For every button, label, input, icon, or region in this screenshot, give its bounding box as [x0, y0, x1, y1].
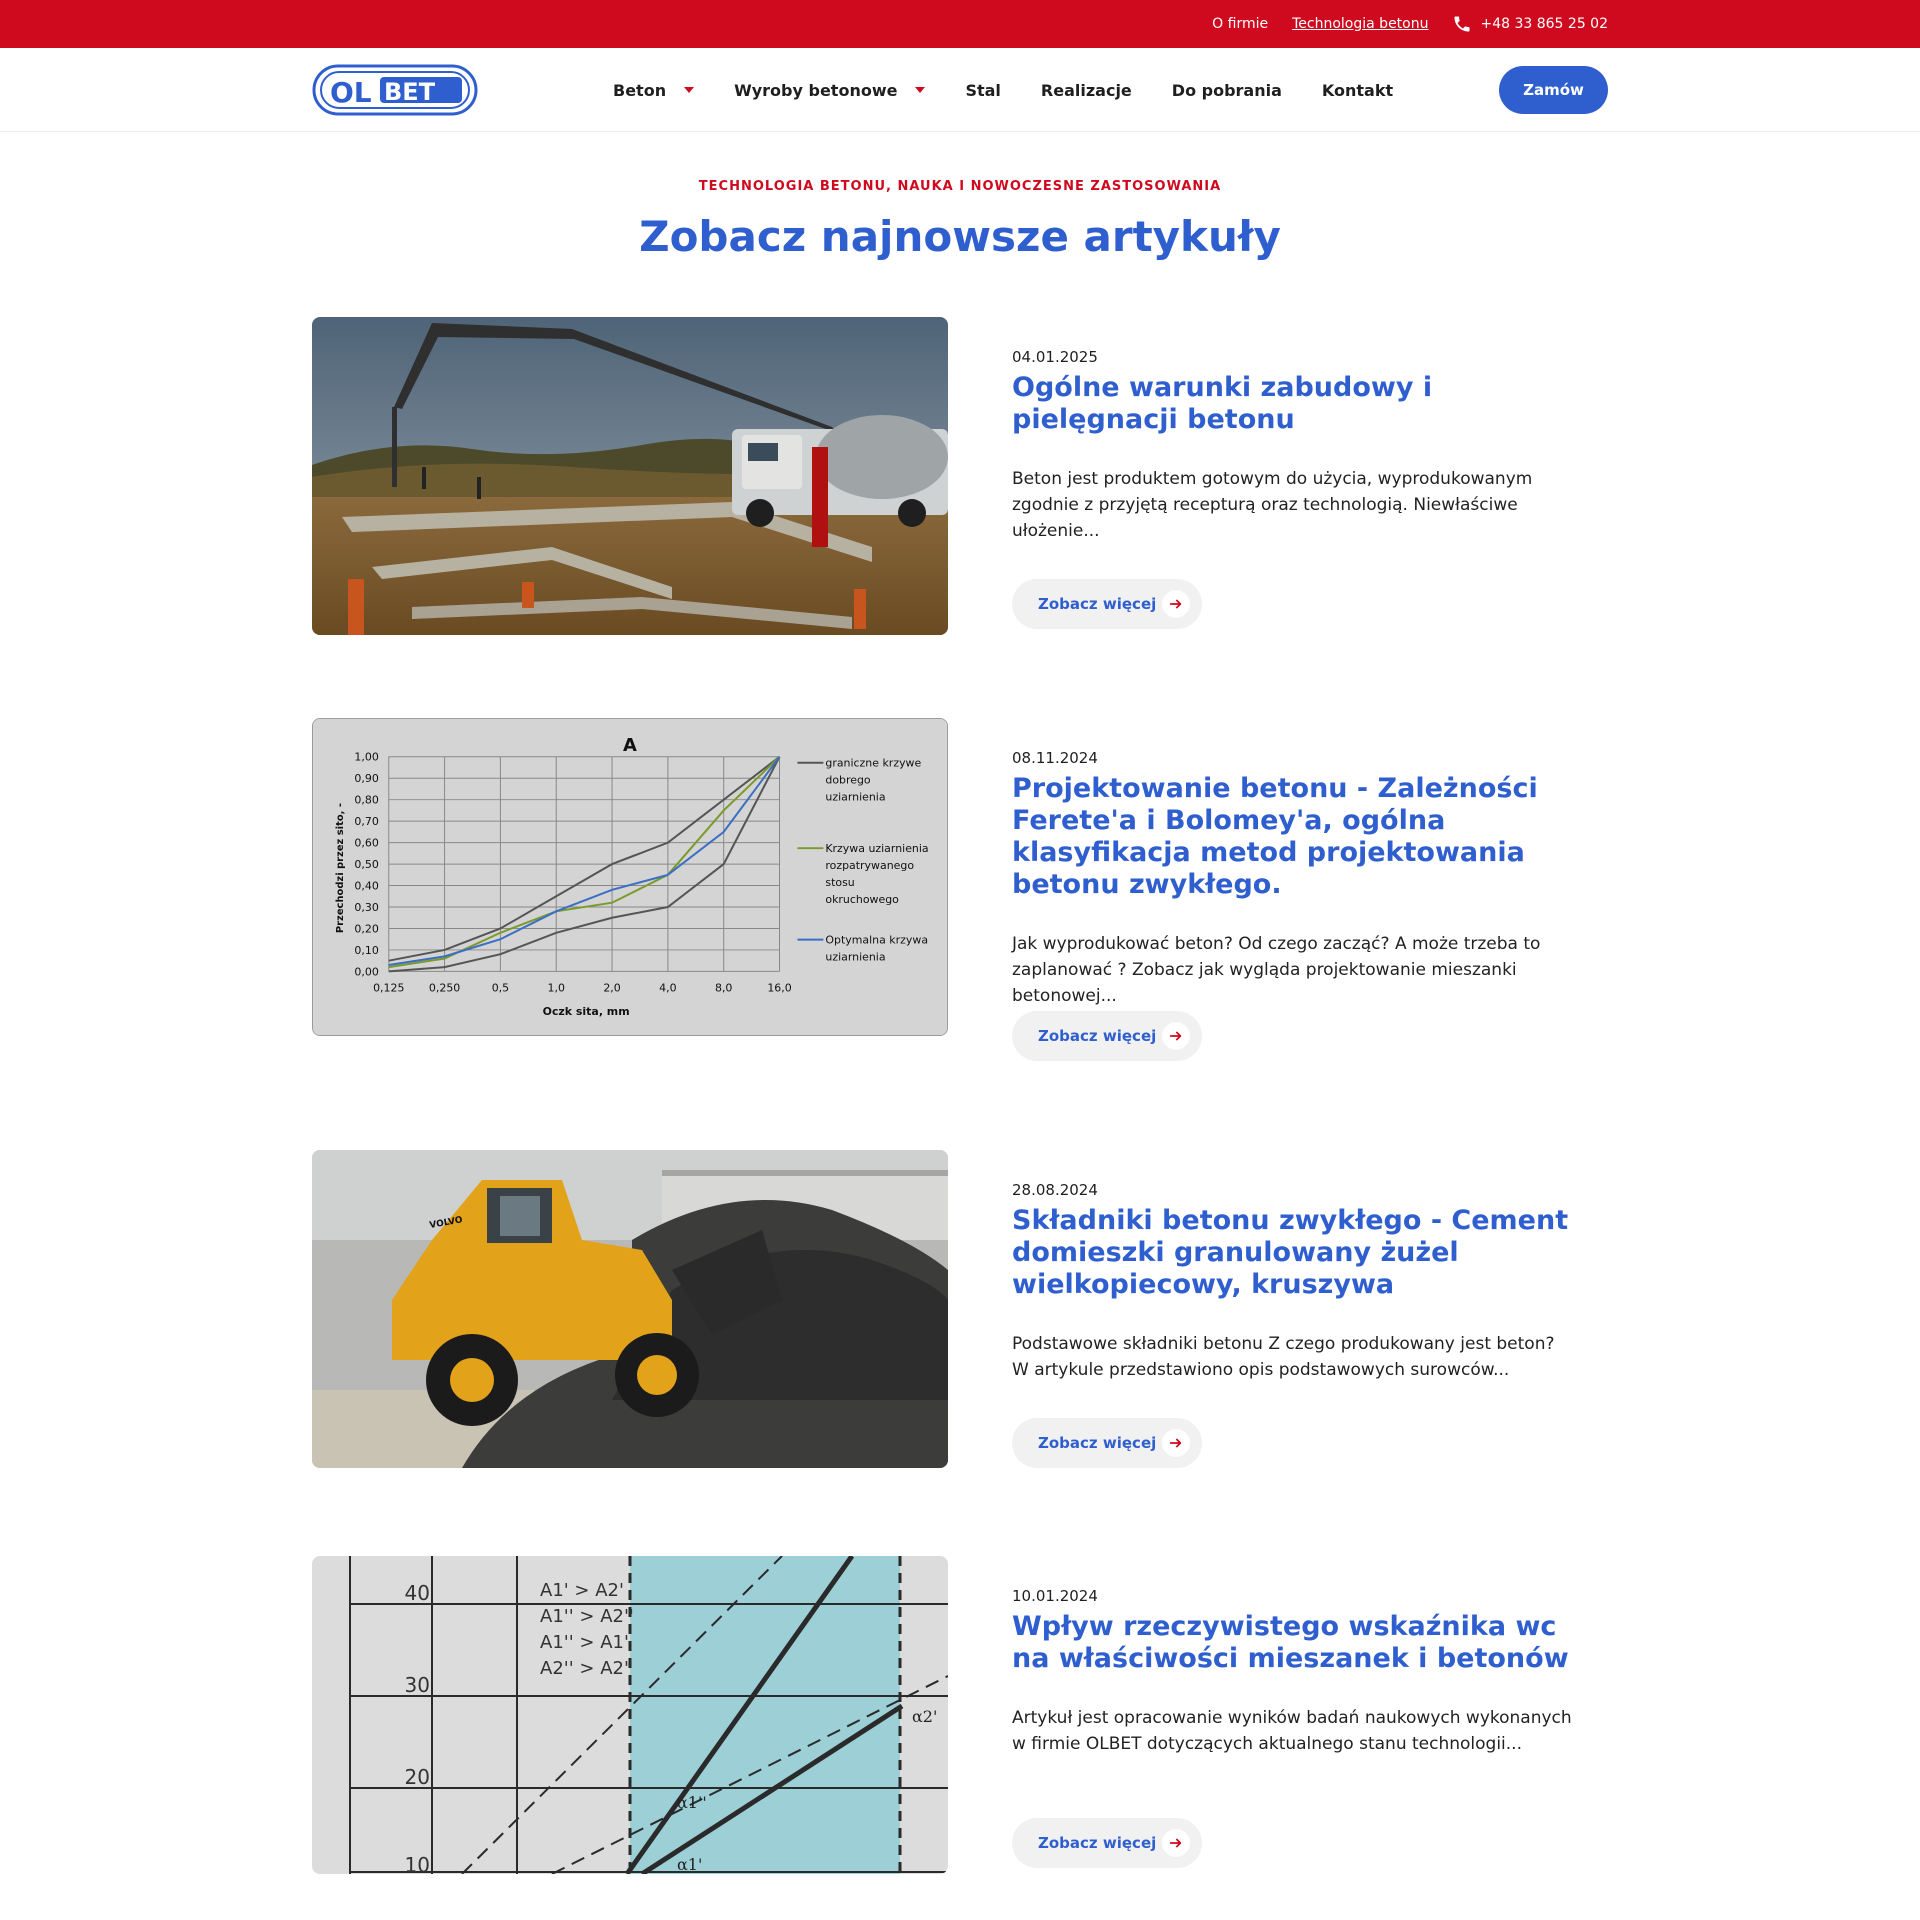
- chart-ytick: 0,70: [354, 815, 379, 829]
- legend-label: rozpatrywanego: [825, 859, 915, 873]
- chart-xlabel: Oczk sita, mm: [542, 1005, 630, 1019]
- chart-ytick: 0,80: [354, 793, 379, 807]
- article-image-wc-diagram[interactable]: [312, 1556, 948, 1874]
- read-more-button[interactable]: [1012, 1818, 1202, 1868]
- legend-label: okruchowego: [825, 892, 899, 906]
- chart-xtick: 2,0: [603, 981, 621, 995]
- chart-ytick: 0,30: [354, 901, 379, 914]
- diagram-angle-label: α1': [677, 1855, 703, 1874]
- chart-xtick: 1,0: [547, 981, 565, 995]
- article-title[interactable]: Składniki betonu zwykłego - Cement domieszki granulowany żużel wielkopiecowy, kruszywa: [1012, 1205, 1569, 1300]
- phone-link[interactable]: [1452, 14, 1608, 34]
- chart-ytick: 0,50: [354, 858, 379, 872]
- arrow-right-icon: [1162, 1429, 1190, 1457]
- article-date: 28.08.2024: [1012, 1181, 1098, 1199]
- legend-label: Optymalna krzywa: [825, 933, 929, 947]
- brand-text: VOLVO: [428, 1215, 464, 1231]
- nav-item-beton[interactable]: [613, 81, 694, 100]
- diagram-relation: A1'' > A2'': [540, 1606, 634, 1627]
- chart-title: A: [623, 734, 637, 756]
- diagram-angle-label: α1'': [677, 1793, 707, 1812]
- article-title[interactable]: Ogólne warunki zabudowy i pielęgnacji betonu: [1012, 372, 1433, 435]
- article-title[interactable]: Projektowanie betonu - Zależności Ferete'a i Bolomey'a, ogólna klasyfikacja metod projektowania betonu zwykłego.: [1012, 773, 1538, 900]
- phone-icon: [1452, 14, 1472, 34]
- logo-text-bet: BET: [384, 78, 436, 106]
- arrow-right-icon: [1162, 1022, 1190, 1050]
- read-more-label: Zobacz więcej: [1038, 1434, 1157, 1452]
- olbet-logo[interactable]: [312, 64, 478, 116]
- diagram-ytick: 20: [404, 1765, 430, 1789]
- nav-label: Realizacje: [1040, 80, 1132, 100]
- legend-label: Krzywa uziarnienia: [825, 842, 929, 856]
- article-image-wheel-loader[interactable]: [312, 1150, 948, 1468]
- article-date: 08.11.2024: [1012, 749, 1098, 767]
- article-text-block: [1012, 1587, 1572, 1757]
- read-more-button[interactable]: [1012, 1418, 1202, 1468]
- legend-label: graniczne krzywe: [825, 756, 922, 770]
- arrow-right-icon: [1162, 590, 1190, 618]
- nav-item-do-pobrania[interactable]: [1172, 81, 1282, 100]
- about-link[interactable]: O firmie: [1212, 16, 1269, 32]
- nav-item-stal[interactable]: [965, 81, 1000, 100]
- grading-chart: [313, 719, 947, 1035]
- chart-ytick: 0,60: [354, 836, 379, 850]
- chart-ytick: 0,90: [354, 772, 379, 786]
- nav-label: Stal: [965, 80, 1001, 100]
- chart-xtick: 4,0: [659, 981, 677, 995]
- top-bar: [0, 0, 1920, 48]
- caret-down-icon: [915, 87, 925, 93]
- order-button[interactable]: Zamów: [1499, 66, 1608, 114]
- chart-ytick: 0,10: [354, 943, 379, 957]
- article-text-block: [1012, 1181, 1572, 1383]
- nav-item-wyroby-betonowe[interactable]: [734, 81, 925, 100]
- nav-label: Do pobrania: [1171, 80, 1282, 100]
- chart-xtick: 0,125: [373, 981, 405, 995]
- phone-number: +48 33 865 25 02: [1480, 16, 1608, 32]
- article-excerpt: Artykuł jest opracowanie wyników badań naukowych wykonanych w firmie OLBET dotyczących aktualnego stanu technologii...: [1012, 1708, 1572, 1754]
- nav-item-realizacje[interactable]: [1041, 81, 1132, 100]
- read-more-label: Zobacz więcej: [1038, 1834, 1157, 1852]
- diagram-relation: A2'' > A2': [540, 1658, 629, 1679]
- diagram-ytick: 10: [404, 1853, 430, 1874]
- nav-label: Beton: [613, 80, 667, 100]
- diagram-ytick: 30: [404, 1673, 430, 1697]
- main-nav: [613, 48, 1393, 132]
- nav-label: Wyroby betonowe: [734, 80, 898, 100]
- legend-label: uziarnienia: [825, 950, 886, 964]
- section-eyebrow: TECHNOLOGIA BETONU, NAUKA I NOWOCZESNE ZASTOSOWANIA: [698, 179, 1222, 194]
- legend-label: dobrego: [825, 773, 871, 787]
- article-image-grading-chart[interactable]: [312, 718, 948, 1036]
- article-date: 10.01.2024: [1012, 1587, 1098, 1605]
- chart-xtick: 0,250: [428, 981, 461, 995]
- article-text-block: [1012, 348, 1572, 544]
- article-title[interactable]: Wpływ rzeczywistego wskaźnika wc na właściwości mieszanek i betonów: [1012, 1611, 1569, 1674]
- diagram-ytick: 40: [404, 1581, 430, 1605]
- read-more-button[interactable]: [1012, 1011, 1202, 1061]
- legend-label: uziarnienia: [825, 790, 886, 804]
- article-excerpt: Jak wyprodukować beton? Od czego zacząć? A może trzeba to zaplanować ? Zobacz jak wygląda projektowanie mieszanki betonowej...: [1012, 934, 1541, 1006]
- diagram-relation: A1' > A2': [540, 1580, 624, 1601]
- chart-ytick: 0,20: [354, 922, 379, 936]
- chart-xtick: 0,5: [491, 981, 510, 995]
- caret-down-icon: [684, 87, 694, 93]
- chart-ytick: 1,00: [354, 750, 379, 764]
- chart-xtick: 16,0: [767, 981, 792, 995]
- chart-xtick: 8,0: [714, 981, 733, 995]
- article-excerpt: Podstawowe składniki betonu Z czego produkowany jest beton? W artykule przedstawiono opis podstawowych surowców...: [1012, 1334, 1555, 1380]
- read-more-label: Zobacz więcej: [1038, 595, 1157, 613]
- chart-ytick: 0,00: [354, 965, 379, 979]
- technology-link[interactable]: Technologia betonu: [1292, 16, 1429, 32]
- read-more-button[interactable]: [1012, 579, 1202, 629]
- main-header: [0, 48, 1920, 132]
- article-excerpt: Beton jest produktem gotowym do użycia, wyprodukowanym zgodnie z przyjętą recepturą oraz technologią. Niewłaściwe ułożenie...: [1012, 469, 1533, 541]
- nav-item-kontakt[interactable]: [1322, 81, 1393, 100]
- diagram-relation: A1'' > A1': [540, 1632, 629, 1653]
- article-text-block: [1012, 749, 1572, 1009]
- legend-label: stosu: [825, 875, 855, 889]
- article-date: 04.01.2025: [1012, 348, 1098, 366]
- logo-text-ol: OL: [330, 76, 372, 109]
- article-image-concrete-pump[interactable]: [312, 317, 948, 635]
- chart-ytick: 0,40: [354, 879, 379, 893]
- diagram-angle-label: α2': [912, 1707, 938, 1726]
- nav-label: Kontakt: [1321, 80, 1394, 100]
- read-more-label: Zobacz więcej: [1038, 1027, 1157, 1045]
- chart-ylabel: Przechodzi przez sito, -: [334, 803, 346, 934]
- arrow-right-icon: [1162, 1829, 1190, 1857]
- section-title: Zobacz najnowsze artykuły: [639, 212, 1281, 261]
